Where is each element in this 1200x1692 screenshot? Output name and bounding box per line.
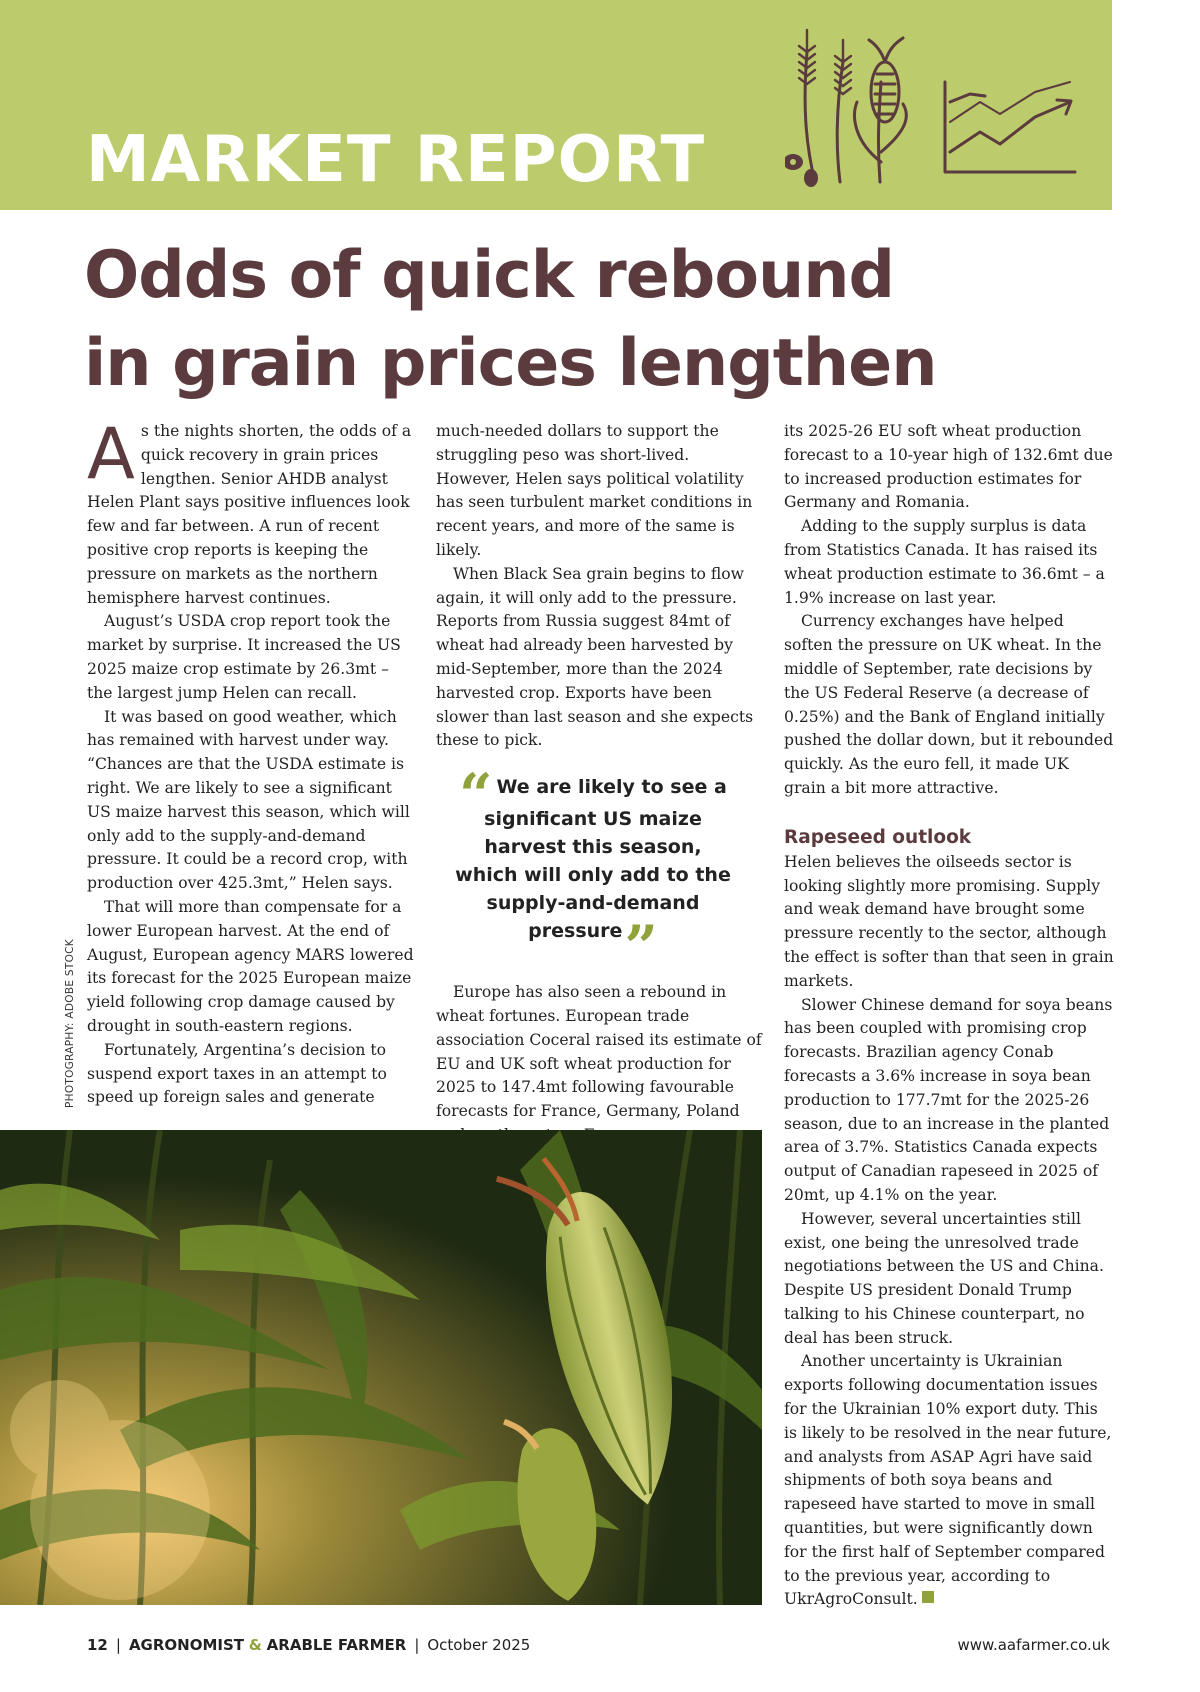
website-link[interactable]: www.aafarmer.co.uk <box>957 1636 1110 1654</box>
pull-quote <box>436 761 766 982</box>
article-column-2 <box>436 420 766 1172</box>
end-of-article-icon <box>922 1591 934 1603</box>
section-title: MARKET REPORT <box>86 123 706 197</box>
paragraph-text: s the nights shorten, the odds of a quick recovery in grain prices lengthen. Senior AHDB analyst Helen Plant says positive influences look few and far between. A run of recent positive crop reports is keeping the pressure on markets as the northern hemisphere harvest continues. <box>87 422 412 607</box>
paragraph: However, several uncertainties still exist, one being the unresolved trade negotiations between the US and China. Despite US president Donald Trump talking to his Chinese counterpart, no deal has been struck. <box>784 1209 1104 1347</box>
paragraph: Fortunately, Argentina’s decision to suspend export taxes in an attempt to speed up foreign sales and generate <box>87 1040 387 1107</box>
paragraph: Europe has also seen a rebound in wheat fortunes. European trade association Coceral raised its estimate of EU and UK soft wheat production for 2025 to 147.4mt following favourable forecasts for France, Germany, Poland <box>436 983 762 1121</box>
drop-cap: A <box>87 413 135 495</box>
corn-field-photo <box>0 1130 762 1605</box>
magazine-ampersand: & <box>248 1636 262 1654</box>
paragraph: August’s USDA crop report took the market by surprise. It increased the US 2025 maize crop estimate by 26.3mt – the largest jump Helen can recall. <box>87 612 401 702</box>
magazine-name-part2: ARABLE FARMER <box>266 1636 407 1654</box>
paragraph: its 2025-26 EU soft wheat production forecast to a 10-year high of 132.6mt due to increased production estimates for Germany and Romania. <box>784 422 1113 512</box>
footer-separator: | <box>115 1636 121 1654</box>
paragraph: much-needed dollars to support the struggling peso was short-lived. However, Helen says political volatility has seen turbulent market conditions in recent years, and more of the same is likely. <box>436 422 753 559</box>
article-column-1 <box>87 413 417 1110</box>
page-number: 12 <box>87 1636 108 1654</box>
magazine-name-part1: AGRONOMIST <box>128 1636 245 1654</box>
pull-quote-text: We are likely to see a significant US maize harvest this season, which will only add to the supply-and-demand pressure <box>455 776 731 943</box>
paragraph: It was based on good weather, which has remained with harvest under way. “Chances are that the USDA estimate is right. We are likely to see a significant US maize harvest this season, which will only add to the supply-and-demand pressure. It could be a record crop, with production over 425.3mt,” Helen says. <box>87 707 410 893</box>
paragraph: When Black Sea grain begins to flow again, it will only add to the pressure. Reports from Russia suggest 84mt of wheat had already been harvested by mid-September, more than the 2024 harvested crop. Exports have been slower than last season and she expects these to pick. <box>436 564 754 750</box>
paragraph: Slower Chinese demand for soya beans has been coupled with promising crop forecasts. Brazilian agency Conab forecasts a 3.6% increase in soya bean production to 177.7mt for the 2025-26 season, due to an increase in the planted area of 3.7%. Statistics Canada expects output of Canadian rapeseed in 2025 of 20mt, up 4.1% on the year. <box>784 995 1113 1204</box>
paragraph: Currency exchanges have helped soften the pressure on UK wheat. In the middle of September, rate decisions by the US Federal Reserve (a decrease of 0.25%) and the Bank of England initially pushed the dollar down, but it rebounded quickly. As the euro fell, it made UK grain a bit more attractive. <box>784 612 1114 797</box>
open-quote-mark: “ <box>459 761 493 830</box>
page-footer <box>87 1636 1110 1660</box>
footer-separator: | <box>414 1636 420 1654</box>
paragraph: Helen believes the oilseeds sector is looking slightly more promising. Supply and weak demand have brought some pressure recently to the sector, although the effect is softer than that seen in grain markets. <box>784 852 1114 990</box>
headline-line-2: in grain prices lengthen <box>84 326 937 401</box>
photo-credit: PHOTOGRAPHY: ADOBE STOCK <box>64 939 76 1108</box>
paragraph: That will more than compensate for a lower European harvest. At the end of August, European agency MARS lowered its forecast for the 2025 European maize yield following crop damage caused by drought in south-eastern regions. <box>87 897 414 1035</box>
section-banner <box>0 0 1112 210</box>
headline-line-1: Odds of quick rebound <box>84 238 895 313</box>
issue-date: October 2025 <box>427 1636 531 1654</box>
footer-left <box>87 1636 530 1654</box>
close-quote-mark: ” <box>624 913 658 982</box>
subheading: Rapeseed outlook <box>784 826 972 848</box>
article-headline <box>84 232 1104 408</box>
grain-market-illustration <box>785 22 1085 202</box>
paragraph <box>784 1350 1114 1612</box>
article-column-3 <box>784 420 1114 1612</box>
paragraph <box>87 413 417 610</box>
paragraph: Adding to the supply surplus is data from Statistics Canada. It has raised its wheat production estimate to 36.6mt – a 1.9% increase on last year. <box>784 517 1105 607</box>
paragraph-text: Another uncertainty is Ukrainian exports following documentation issues for the Ukrainian 10% export duty. This is likely to be resolved in the near future, and analysts from ASAP Agri have said shipments of both soya beans and rapeseed have started to move in small quantities, but were significantly down for the first half of September compared to the previous year, according to UkrAgroConsult. <box>784 1352 1112 1609</box>
